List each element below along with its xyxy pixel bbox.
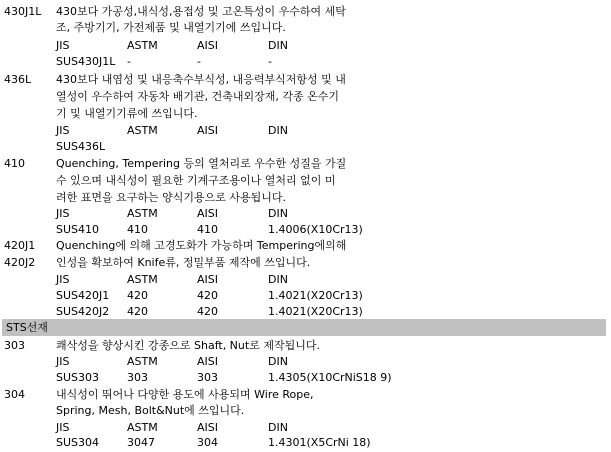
jis-value: SUS436L: [56, 140, 106, 153]
astm-value: 420: [127, 305, 148, 318]
aisi-value: 410: [197, 223, 218, 236]
din-value: 1.4021(X20Cr13): [268, 305, 363, 318]
grade-description: 쾌삭성을 향상시킨 강종으로 Shaft, Nut로 제작됩니다.: [56, 339, 320, 352]
aisi-header: AISI: [197, 355, 218, 368]
astm-value: 303: [127, 371, 148, 384]
aisi-header: AISI: [197, 39, 218, 52]
grade-code: 420J1: [4, 239, 36, 252]
astm-header: ASTM: [127, 207, 158, 220]
grade-description: 430보다 내염성 및 내응축수부식성, 내응력부식저항성 및 내: [56, 73, 346, 86]
jis-value: SUS430J1L: [56, 55, 116, 68]
din-value: 1.4301(X5CrNi 18): [268, 436, 371, 449]
jis-value: SUS420J2: [56, 305, 110, 318]
grade-code: 410: [4, 157, 25, 170]
grade-code: 430J1L: [4, 5, 42, 18]
aisi-header: AISI: [197, 207, 218, 220]
jis-header: JIS: [56, 421, 70, 434]
jis-header: JIS: [56, 39, 70, 52]
jis-header: JIS: [56, 124, 70, 137]
grade-description: Quenching, Tempering 등의 열처리로 우수한 성질을 가질: [56, 157, 347, 170]
astm-header: ASTM: [127, 124, 158, 137]
aisi-value: 420: [197, 305, 218, 318]
grade-description: 조, 주방기기, 가전제품 및 내열기기에 쓰입니다.: [56, 21, 286, 34]
din-header: DIN: [268, 207, 288, 220]
din-header: DIN: [268, 273, 288, 286]
aisi-value: -: [197, 55, 201, 68]
din-header: DIN: [268, 421, 288, 434]
astm-value: 3047: [127, 436, 155, 449]
din-header: DIN: [268, 39, 288, 52]
jis-value: SUS303: [56, 371, 100, 384]
grade-code: 420J2: [4, 256, 36, 269]
jis-header: JIS: [56, 273, 70, 286]
grade-description: 열성이 우수하여 자동차 배기관, 건축내외장재, 각종 온수기: [56, 90, 339, 103]
aisi-header: AISI: [197, 124, 218, 137]
din-value: 1.4305(X10CrNiS18 9): [268, 371, 392, 384]
astm-value: -: [127, 55, 131, 68]
grade-code: 436L: [4, 73, 32, 86]
section-header-bar: [2, 319, 606, 336]
jis-header: JIS: [56, 207, 70, 220]
grade-description: 기 및 내열기기류에 쓰입니다.: [56, 107, 198, 120]
astm-header: ASTM: [127, 39, 158, 52]
grade-description: 려한 표면을 요구하는 양식기용으로 사용됩니다.: [56, 191, 287, 204]
astm-header: ASTM: [127, 355, 158, 368]
aisi-value: 304: [197, 436, 218, 449]
din-value: 1.4021(X20Cr13): [268, 289, 363, 302]
aisi-header: AISI: [197, 421, 218, 434]
din-value: -: [268, 55, 272, 68]
grade-description: 430보다 가공성,내식성,용접성 및 고온특성이 우수하여 세탁: [56, 5, 346, 18]
aisi-header: AISI: [197, 273, 218, 286]
section-title: STS선재: [6, 321, 48, 334]
grade-description: 내식성이 뛰어나 다양한 용도에 사용되며 Wire Rope,: [56, 388, 314, 401]
jis-value: SUS304: [56, 436, 100, 449]
din-value: 1.4006(X10Cr13): [268, 223, 363, 236]
astm-header: ASTM: [127, 273, 158, 286]
aisi-value: 303: [197, 371, 218, 384]
din-header: DIN: [268, 355, 288, 368]
grade-description: 인성을 확보하여 Knife류, 정밀부품 제작에 쓰입니다.: [56, 256, 311, 269]
astm-header: ASTM: [127, 421, 158, 434]
jis-value: SUS410: [56, 223, 100, 236]
grade-description: Spring, Mesh, Bolt&Nut에 쓰입니다.: [56, 404, 245, 417]
grade-code: 304: [4, 388, 25, 401]
aisi-value: 420: [197, 289, 218, 302]
grade-code: 303: [4, 339, 25, 352]
jis-value: SUS420J1: [56, 289, 110, 302]
astm-value: 410: [127, 223, 148, 236]
astm-value: 420: [127, 289, 148, 302]
grade-description: Quenching에 의해 고경도화가 가능하며 Tempering에의해: [56, 239, 347, 252]
grade-description: 수 있으며 내식성이 필요한 기계구조용이나 열처리 없이 미: [56, 174, 336, 187]
jis-header: JIS: [56, 355, 70, 368]
din-header: DIN: [268, 124, 288, 137]
